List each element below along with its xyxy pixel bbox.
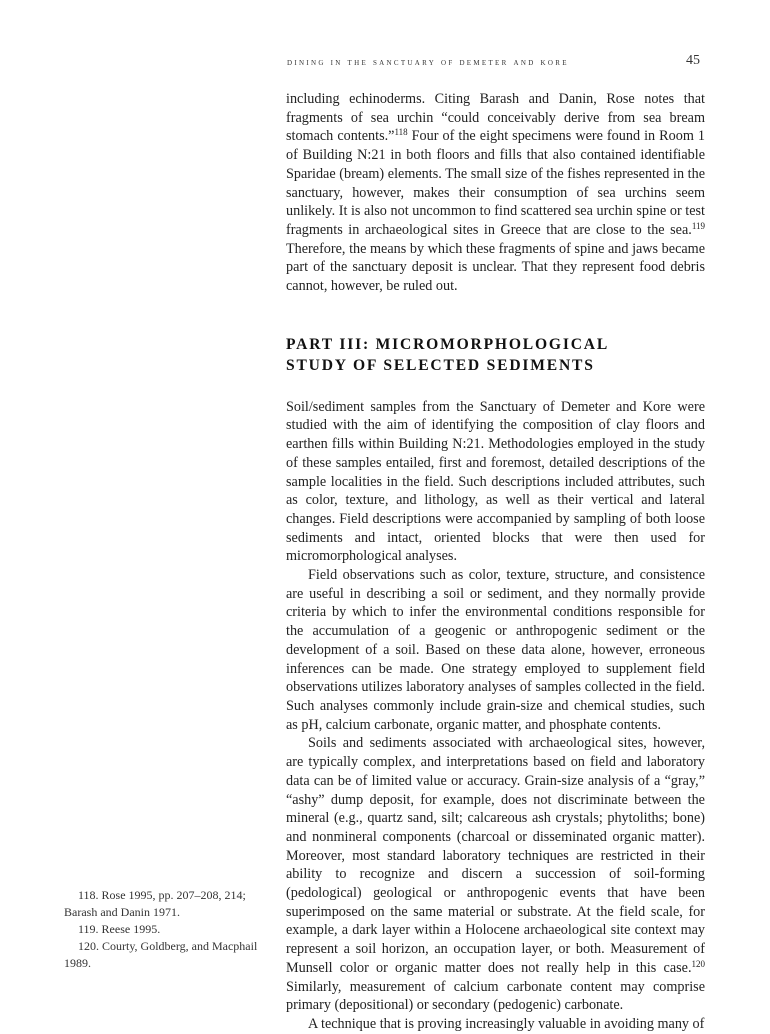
paragraph-soils-sediments: Soils and sediments associated with archaeological sites, however, are typically complex, and interpretations based on field and laboratory data can be of limited value or accuracy. Grain-size analysis of a “gray,” “ashy” dump deposit, for example, does not discriminate between the mineral (e.g., quartz sand, silt; calcareous ash crystals; phytoliths; bone) and nonmineral components (charcoal or disseminated organic matter). Moreover, most standard laboratory techniques are restricted in their ability to recognize and discern a succession of soil-forming (pedological) geological or anthropogenic events that have been superimposed on the same material or substrate. At the field scale, for example, a dark layer within a Holocene archaeological site context may represent a soil horizon, an occupation layer, or both. Measurement of Munsell color or organic matter does not really help in this case.$^{120}$ Similarly, measurement of calcium carbonate content may comprise primary (depositional) or secondary (pedogenic) carbonate.: [286, 735, 705, 1014]
footnote-ref-119[interactable]: 119: [691, 220, 705, 231]
running-head: dining in the sanctuary of demeter and kore: [287, 57, 569, 68]
footnotes: [64, 887, 259, 972]
paragraph-technique: A technique that is proving increasingly valuable in avoiding many of: [308, 1015, 705, 1032]
heading-line-1: PART III: MICROMORPHOLOGICAL: [286, 335, 610, 353]
footnote-118: 118. Rose 1995, pp. 207–208, 214; Barash and Danin 1971.: [64, 888, 246, 919]
main-text-column: [286, 90, 705, 1034]
paragraph-echinoderms: including echinoderms. Citing Barash and Danin, Rose notes that fragments of sea urchin “could conceivably derive from sea bream stomach contents.”$^{118}$ Four of the eight specimens were found in Room 1 of Building N:21 in both floors and fills that also contained identifiable Sparidae (bream) elements. The small size of the fishes represented in the sanctuary, however, makes their consumption of sea urchins seem unlikely. It is also not uncommon to find scattered sea urchin spine or test fragments in archaeological sites in Greece that are close to the sea.$^{119}$ Therefore, the means by which these fragments of spine and jaws became part of the sanctuary deposit is unclear. That they represent food debris cannot, however, be ruled out.: [286, 91, 705, 295]
footnote-120: 120. Courty, Goldberg, and Macphail 1989.: [64, 939, 258, 970]
section-heading: [286, 334, 705, 376]
heading-line-2: STUDY OF SELECTED SEDIMENTS: [286, 356, 595, 374]
footnote-ref-120[interactable]: 120: [691, 958, 705, 969]
footnote-119: 119. Reese 1995.: [78, 922, 161, 936]
page-number: 45: [686, 53, 700, 68]
footnote-ref-118[interactable]: 118: [394, 127, 408, 138]
paragraph-field-observations: Field observations such as color, texture, structure, and consistence are useful in describing a soil or sediment, and they normally provide criteria by which to infer the environmental conditions responsible for the accumulation of a geogenic or anthropogenic sediment or the development of a soil. Based on these data alone, however, erroneous inferences can be made. One strategy employed to supplement field observations utilizes laboratory analyses of samples collected in the field. Such analyses commonly include grain-size and chemical studies, such as pH, calcium carbonate, organic matter, and phosphate contents.: [286, 567, 705, 733]
paragraph-soil-samples: Soil/sediment samples from the Sanctuary of Demeter and Kore were studied with the aim of identifying the composition of clay floors and earthen fills within Building N:21. Methodologies employed in the study of these samples entailed, first and foremost, detailed descriptions of the sample localities in the field. Such descriptions included attributes, such as color, texture, and lithology, as well as their vertical and lateral changes. Field descriptions were accompanied by sampling of both loose sediments and intact, oriented blocks that were then used for micromorphological analyses.: [286, 398, 705, 565]
